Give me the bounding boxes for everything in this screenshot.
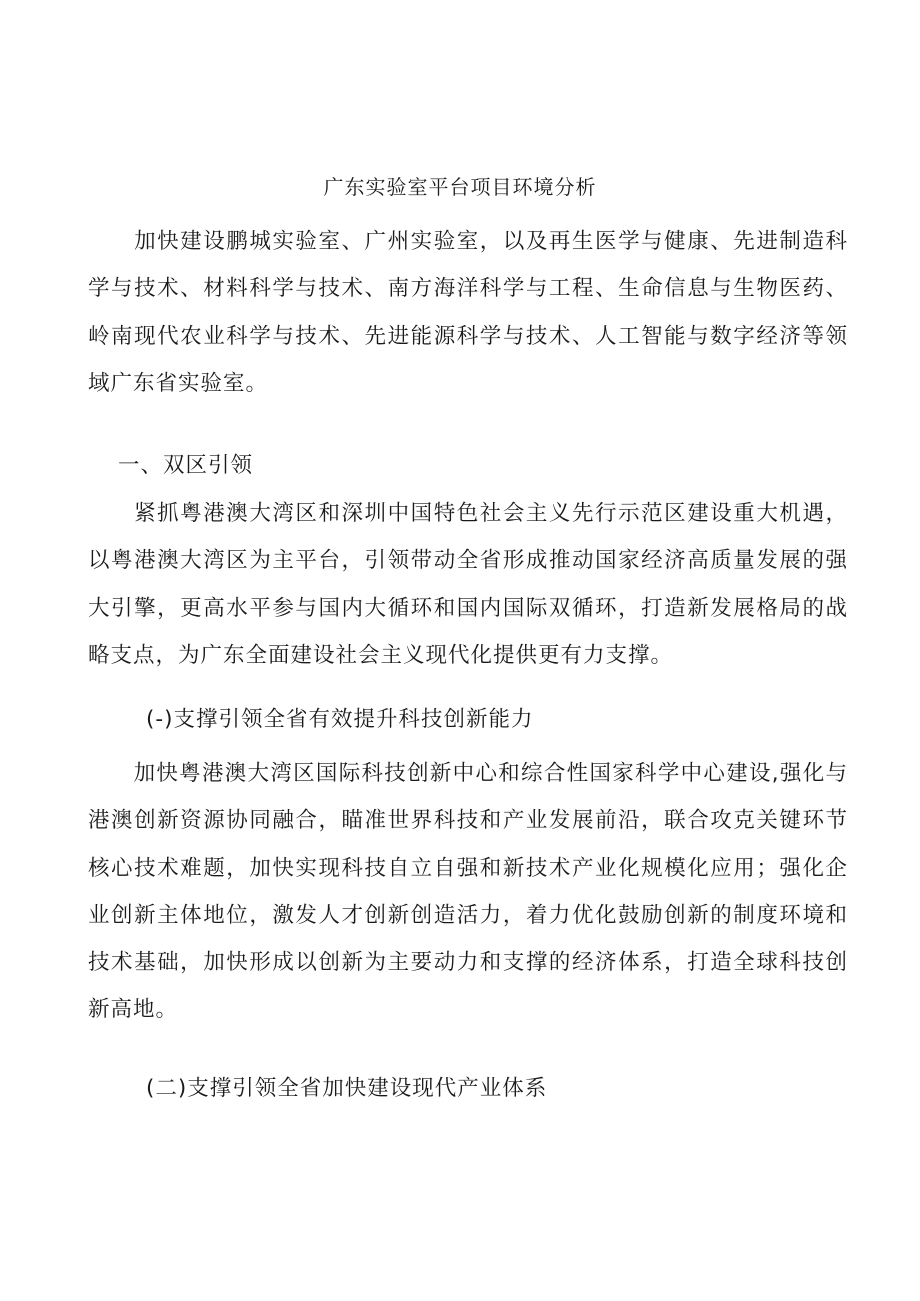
subsection-heading-2: (二)支撑引领全省加快建设现代产业体系 [146,1076,548,1101]
section-heading-1: 一、双区引领 [118,453,254,478]
subsection-heading-1: (-)支撑引领全省有效提升科技创新能力 [146,707,534,732]
subsection-1-paragraph: 加快粤港澳大湾区国际科技创新中心和综合性国家科学中心建设,强化与港澳创新资源协同融合，瞄准世界科技和产业发展前沿，联合攻克关键环节核心技术难题，加快实现科技自立自强和新技术产业化规模化应用；强化企业创新主体地位，激发人才创新创造活力，着力优化鼓励创新的制度环境和技术基础，加快形成以创新为主要动力和支撑的经济体系，打造全球科技创新高地。 [88,761,848,1023]
document-title: 广东实验室平台项目环境分析 [323,175,597,199]
section-1-paragraph: 紧抓粤港澳大湾区和深圳中国特色社会主义先行示范区建设重大机遇，以粤港澳大湾区为主平台，引领带动全省形成推动国家经济高质量发展的强大引擎，更高水平参与国内大循环和国内国际双循环，打造新发展格局的战略支点，为广东全面建设社会主义现代化提供更有力支撑。 [88,501,848,668]
intro-paragraph: 加快建设鹏城实验室、广州实验室，以及再生医学与健康、先进制造科学与技术、材料科学与技术、南方海洋科学与工程、生命信息与生物医药、岭南现代农业科学与技术、先进能源科学与技术、人工智能与数字经济等领域广东省实验室。 [88,229,848,396]
